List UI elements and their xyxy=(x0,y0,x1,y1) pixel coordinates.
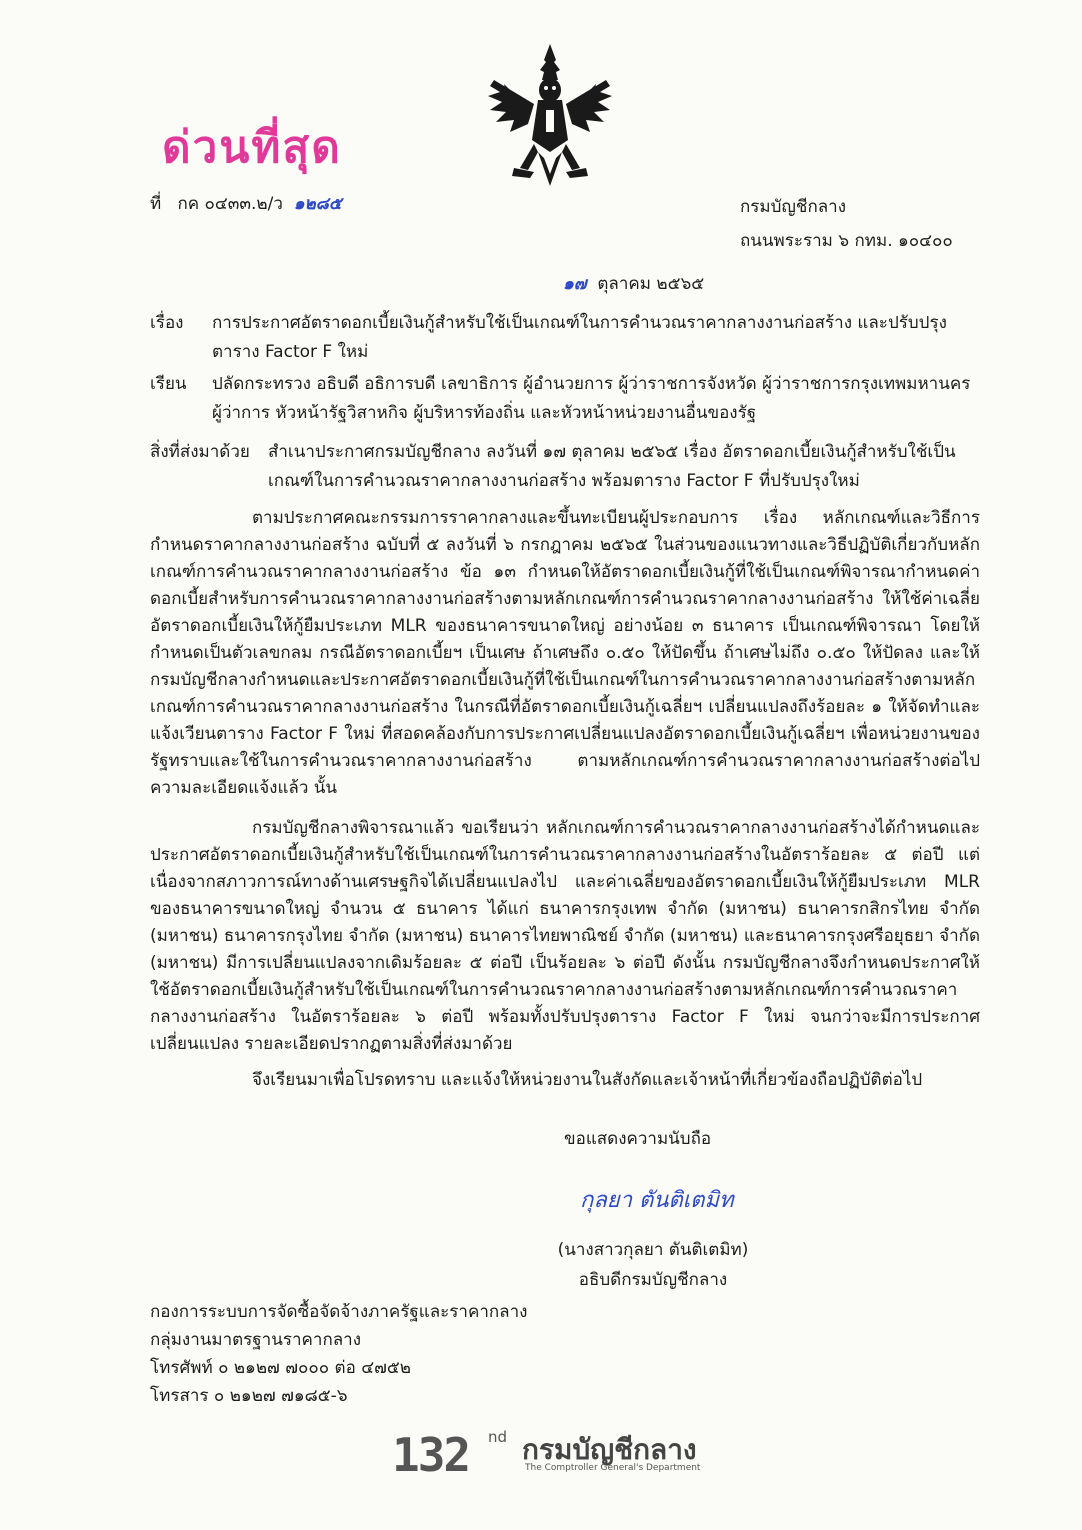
enclosure-text: สำเนาประกาศกรมบัญชีกลาง ลงวันที่ ๑๗ ตุลาคม ๒๕๖๕ เรื่อง อัตราดอกเบี้ยเงินกู้สำหรับใช้เป็นเกณฑ์ในการคำนวณราคากลางงานก่อสร้าง พร้อมตาราง Factor F ที่ปรับปรุงใหม่ xyxy=(268,442,956,491)
enclosure-row xyxy=(150,438,980,498)
signature: กุลยา ตันติเตมิท xyxy=(580,1188,734,1213)
enclosure-label: สิ่งที่ส่งมาด้วย xyxy=(150,442,250,462)
signatory-block xyxy=(543,1235,763,1295)
footer-phone: โทรศัพท์ ๐ ๒๑๒๗ ๗๐๐๐ ต่อ ๔๗๕๒ xyxy=(150,1358,411,1378)
recipient-row xyxy=(150,370,980,430)
body-paragraph-2: กรมบัญชีกลางพิจารณาแล้ว ขอเรียนว่า หลักเกณฑ์การคำนวณราคากลางงานก่อสร้างได้กำหนดและประกาศอัตราดอกเบี้ยเงินกู้สำหรับใช้เป็นเกณฑ์ในการคำนวณราคากลางงานก่อสร้างในอัตราร้อยละ ๕ ต่อปี แต่เนื่องจากสภาวการณ์ทางด้านเศรษฐกิจได้เปลี่ยนแปลงไป และค่าเฉลี่ยของอัตราดอกเบี้ยเงินให้กู้ยืมประเภท MLR ของธนาคารขนาดใหญ่ จำนวน ๕ ธนาคาร ได้แก่ ธนาคารกรุงเทพ จำกัด (มหาชน) ธนาคารกสิกรไทย จำกัด (มหาชน) ธนาคารกรุงไทย จำกัด (มหาชน) ธนาคารไทยพาณิชย์ จำกัด (มหาชน) และธนาคารกรุงศรีอยุธยา จำกัด (มหาชน) มีการเปลี่ยนแปลงจากเดิมร้อยละ ๕ ต่อปี เป็นร้อยละ ๖ ต่อปี ดังนั้น กรมบัญชีกลางจึงกำหนดประกาศให้ใช้อัตราดอกเบี้ยเงินกู้สำหรับใช้เป็นเกณฑ์ในการคำนวณราคากลางงานก่อสร้างตามหลักเกณฑ์การคำนวณราคากลางงานก่อสร้าง ในอัตราร้อยละ ๖ ต่อปี พร้อมทั้งปรับปรุงตาราง Factor F ใหม่ จนกว่าจะมีการประกาศเปลี่ยนแปลง รายละเอียดปรากฏตามสิ่งที่ส่งมาด้วย xyxy=(150,818,980,1054)
letter-date xyxy=(563,270,704,297)
anniversary-logo-number: 132 xyxy=(392,1428,470,1482)
subject-row xyxy=(150,309,980,369)
sender-block xyxy=(740,190,953,258)
department-logo-name: กรมบัญชีกลาง xyxy=(522,1433,697,1466)
subject-text: การประกาศอัตราดอกเบี้ยเงินกู้สำหรับใช้เป็นเกณฑ์ในการคำนวณราคากลางงานก่อสร้าง และปรับปรุงตาราง Factor F ใหม่ xyxy=(212,313,947,362)
garuda-emblem-icon xyxy=(484,40,616,190)
footer-group: กลุ่มงานมาตรฐานราคากลาง xyxy=(150,1330,362,1350)
ref-number: กค ๐๔๓๓.๒/ว xyxy=(177,194,283,214)
department-logo-english: The Comptroller General's Department xyxy=(525,1463,701,1473)
footer-fax: โทรสาร ๐ ๒๑๒๗ ๗๑๘๕-๖ xyxy=(150,1386,348,1406)
subject-label: เรื่อง xyxy=(150,313,184,333)
footer-division: กองการระบบการจัดซื้อจัดจ้างภาครัฐและราคากลาง xyxy=(150,1302,528,1322)
contact-footer xyxy=(150,1298,527,1410)
date-day: ๑๗ xyxy=(563,274,587,294)
sender-org: กรมบัญชีกลาง xyxy=(740,197,847,217)
body-paragraph-3: จึงเรียนมาเพื่อโปรดทราบ และแจ้งให้หน่วยงานในสังกัดและเจ้าหน้าที่เกี่ยวข้องถือปฏิบัติต่อไป xyxy=(252,1070,923,1090)
anniversary-logo-suffix: nd xyxy=(488,1428,508,1446)
signatory-position: อธิบดีกรมบัญชีกลาง xyxy=(578,1270,728,1290)
body-paragraph-1: ตามประกาศคณะกรรมการราคากลางและขึ้นทะเบียนผู้ประกอบการ เรื่อง หลักเกณฑ์และวิธีการกำหนดราคากลางงานก่อสร้าง ฉบับที่ ๕ ลงวันที่ ๖ กรกฎาคม ๒๕๖๕ ในส่วนของแนวทางและวิธีปฏิบัติเกี่ยวกับหลักเกณฑ์การคำนวณราคากลางงานก่อสร้าง ข้อ ๑๓ กำหนดให้อัตราดอกเบี้ยเงินกู้ที่ใช้เป็นเกณฑ์พิจารณากำหนดค่าดอกเบี้ยสำหรับการคำนวณราคากลางงานก่อสร้างตามหลักเกณฑ์การคำนวณราคากลางงานก่อสร้าง ให้ใช้ค่าเฉลี่ยอัตราดอกเบี้ยเงินให้กู้ยืมประเภท MLR ของธนาคารขนาดใหญ่ อย่างน้อย ๓ ธนาคาร เป็นเกณฑ์พิจารณา โดยให้กำหนดเป็นตัวเลขกลม กรณีอัตราดอกเบี้ยฯ เป็นเศษ ถ้าเศษถึง ๐.๕๐ ให้ปัดขึ้น ถ้าเศษไม่ถึง ๐.๕๐ ให้ปัดลง และให้กรมบัญชีกลางกำหนดและประกาศอัตราดอกเบี้ยเงินกู้ที่ใช้เป็นเกณฑ์ในการคำนวณราคากลางงานก่อสร้างตามหลักเกณฑ์การคำนวณราคากลางงานก่อสร้าง ในกรณีที่อัตราดอกเบี้ยเงินกู้เฉลี่ยฯ เปลี่ยนแปลงถึงร้อยละ ๑ ให้จัดทำและแจ้งเวียนตาราง Factor F ใหม่ ที่สอดคล้องกับการประกาศเปลี่ยนแปลงอัตราดอกเบี้ยเงินกู้เฉลี่ยฯ เพื่อหน่วยงานของรัฐทราบและใช้ในการคำนวณราคากลางงานก่อสร้าง ตามหลักเกณฑ์การคำนวณราคากลางงานก่อสร้างต่อไป ความละเอียดแจ้งแล้ว นั้น xyxy=(150,508,980,798)
urgency-stamp: ด่วนที่สุด xyxy=(162,122,342,173)
sender-address: ถนนพระราม ๖ กทม. ๑๐๔๐๐ xyxy=(740,231,953,251)
date-month-year: ตุลาคม ๒๕๖๕ xyxy=(597,274,705,294)
recipient-text: ปลัดกระทรวง อธิบดี อธิการบดี เลขาธิการ ผู้อำนวยการ ผู้ว่าราชการจังหวัด ผู้ว่าราชการกรุงเทพมหานคร ผู้ว่าการ หัวหน้ารัฐวิสาหกิจ ผู้บริหารท้องถิ่น และหัวหน้าหน่วยงานอื่นของรัฐ xyxy=(212,374,971,423)
recipient-label: เรียน xyxy=(150,374,187,394)
signatory-name: (นางสาวกุลยา ตันติเตมิท) xyxy=(557,1240,749,1260)
ref-handwritten: ๑๒๘๕ xyxy=(293,194,342,214)
ref-label: ที่ xyxy=(150,194,162,214)
closing-salutation: ขอแสดงความนับถือ xyxy=(564,1129,712,1149)
reference-number xyxy=(150,190,342,217)
